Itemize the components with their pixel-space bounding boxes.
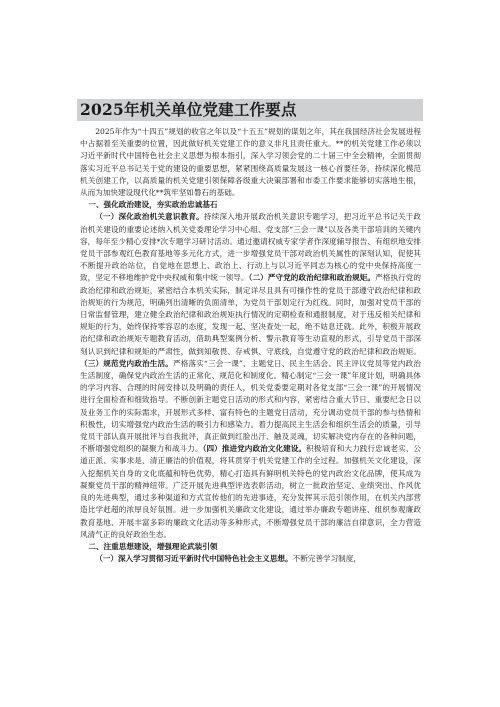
section-heading: 二、注重思想建设，增强理论武装引领	[88, 541, 218, 551]
subheading-text: （三）规范党内政治生活。	[80, 358, 173, 368]
body-paragraph: 2025年作为“十四五”规划的收官之年以及“十五五”规划的谋划之年，其在我国经济社会发展进程中占据着至关重要的位置，因此做好机关党建工作的意义非凡且责任重大。**的机关党建工作必须以习近平新时代中国特色社会主义思想为根本指引，深入学习领会党的二十届三中全会精神，全面贯彻落实习近平总书记关于党的建设的重要思想，紧紧围绕高质量发展这一核心首要任务，持续深化模范机关创建工作，以高质量的机关党建引领保障各级重大决策部署和市委工作要求能够切实落地生根，从而为加快建设现代化**筑牢坚如磐石的基础。	[80, 127, 421, 198]
subheading-text: （一）深入学习贯彻习近平新时代中国特色社会主义思想。	[95, 554, 293, 564]
document-body	[80, 126, 421, 565]
subheading-text: （四）推进党内政治文化建设。	[202, 444, 307, 454]
subheading-text: （二）严守党的政治纪律和政治规矩。	[248, 273, 376, 283]
body-paragraph	[80, 211, 421, 540]
paragraph-text: 积极培育和大力践行忠诚老实、公道正派、实事求是、清正廉洁的价值观，将其贯穿于机关党建工作的全过程。加强机关文化建设，深入挖掘机关自身的文化底蕴和特色优势，精心打造具有鲜明机关特色的党内政治文化品牌，使其成为凝聚党员干部的精神纽带。广泛开展先进典型评选表彰活动，树立一批政治坚定、业绩突出、作风优良的先进典型，通过多种渠道和方式宣传他们的先进事迹，充分发挥其示范引领作用，在机关内部营造比学赶超的浓厚良好氛围。进一步加强机关廉政文化建设，通过举办廉政专题讲座、组织参观廉政教育基地、开展丰富多彩的廉政文化活动等多种形式，不断增强党员干部的廉洁自律意识，全力营造风清气正的良好政治生态。	[80, 444, 422, 539]
body-paragraph	[80, 553, 421, 565]
section-heading: 一、强化政治建设，夯实政治忠诚基石	[88, 200, 218, 210]
paragraph-text: 严格执行党的政治纪律和政治规矩，紧密结合本机关实际，制定详尽且具有可操作性的党员干部遵守政治纪律和政治规矩的行为规范，明确列出清晰的负面清单，为党员干部划定行为红线。同时，加强对党员干部的日常监督管理，建立健全政治纪律和政治规矩执行情况的定期检查和通报制度，对于违反相关纪律和规矩的行为，始终保持零容忍的态度，发现一起、坚决查处一起，绝不姑息迁就。此外，积极开展政治纪律和政治规矩专题教育活动，借助典型案例分析、警示教育等生动直观的形式，引导党员干部深刻认识到纪律和规矩的严肃性，做到知敬畏、存戒惧、守底线，自觉遵守党的政治纪律和政治规矩。	[80, 273, 422, 356]
paragraph-text: 持续深入地开展政治机关意识专题学习，把习近平总书记关于政治机关建设的重要论述纳入机关党委理论学习中心组、党支部“三会一课”以及各类干部培训的关键内容，每年至少精心安排*次专题学习研讨活动。通过邀请权威专家学者作深度辅导报告、有组织地安排党员干部参观红色教育基地等多元化方式，进一步增强党员干部对政治机关属性的深刻认知，促使其不断提升政治站位，自觉地在思想上、政治上、行动上与以习近平同志为核心的党中央保持高度一致，坚定不移地维护党中央权威和集中统一领导。	[80, 212, 422, 283]
paragraph-text: 不断完善学习制度，	[292, 554, 361, 564]
document-title: 2025年机关单位党建工作要点	[80, 100, 297, 119]
subheading-text: （一）深化政治机关意识教育。	[95, 212, 204, 222]
paragraph-text: 严格落实“三会一课”、主题党日、民主生活会、民主评议党员等党内政治生活制度，确保党内政治生活的正常化、规范化和制度化。精心制定“三会一课”年度计划，明确具体的学习内容、合理的时间安排以及明确的责任人，机关党委要定期对各党支部“三会一课”的开展情况进行全面检查和细致指导。不断创新主题党日活动的形式和内容，紧密结合重大节日、重要纪念日以及业务工作的实际需求，开展形式多样、富有特色的主题党日活动，充分调动党员干部的参与热情和积极性，切实增强党内政治生活的吸引力和感染力。着力提高民主生活会和组织生活会的质量，引导党员干部认真开展批评与自我批评，真正做到红脸出汗、触及灵魂，切实解决党内存在的各种问题，不断增强党组织的凝聚力和战斗力。	[80, 358, 421, 454]
